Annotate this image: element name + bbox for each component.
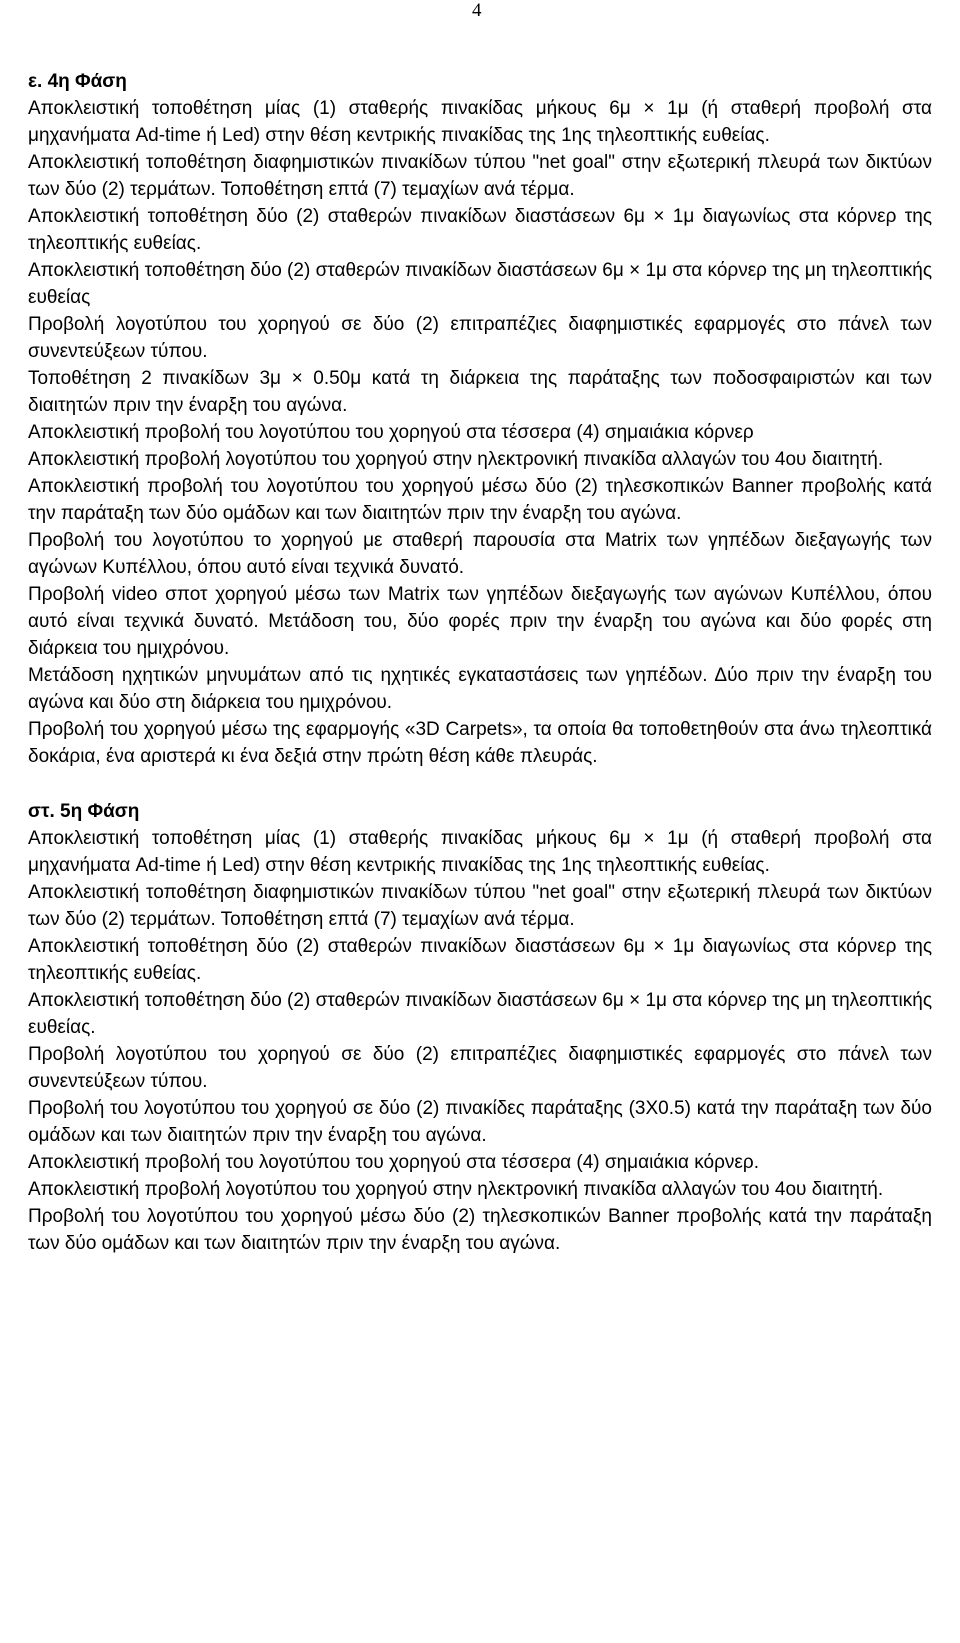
paragraph: Μετάδοση ηχητικών μηνυμάτων από τις ηχητικές εγκαταστάσεις των γηπέδων. Δύο πριν την έναρξη του αγώνα και δύο στη διάρκεια του ημιχρόνου. [28, 665, 932, 713]
paragraph: Προβολή video σποτ χορηγού μέσω των Matrix των γηπέδων διεξαγωγής των αγώνων Κυπέλλου, όπου αυτό είναι τεχνικά δυνατό. Μετάδοση του, δύο φορές πριν την έναρξη του αγώνα και δύο φορές στη διάρκεια του ημιχρόνου. [28, 584, 932, 659]
paragraph: Αποκλειστική τοποθέτηση μίας (1) σταθερής πινακίδας μήκους 6μ × 1μ (ή σταθερή προβολή στα μηχανήματα Ad-time ή Led) στην θέση κεντρικής πινακίδας της 1ης τηλεοπτικής ευθείας. [28, 98, 932, 146]
document-body [28, 68, 932, 1257]
paragraph: Αποκλειστική τοποθέτηση διαφημιστικών πινακίδων τύπου "net goal" στην εξωτερική πλευρά των δικτύων των δύο (2) τερμάτων. Τοποθέτηση επτά (7) τεμαχίων ανά τέρμα. [28, 882, 932, 930]
paragraph: Αποκλειστική προβολή του λογοτύπου του χορηγού στα τέσσερα (4) σημαιάκια κόρνερ [28, 422, 754, 443]
paragraph: Αποκλειστική τοποθέτηση δύο (2) σταθερών πινακίδων διαστάσεων 6μ × 1μ διαγωνίως στα κόρνερ της τηλεοπτικής ευθείας. [28, 936, 932, 984]
paragraph: Αποκλειστική τοποθέτηση μίας (1) σταθερής πινακίδας μήκους 6μ × 1μ (ή σταθερή προβολή στα μηχανήματα Ad-time ή Led) στην θέση κεντρικής πινακίδας της 1ης τηλεοπτικής ευθείας. [28, 828, 932, 876]
paragraph: Αποκλειστική τοποθέτηση δύο (2) σταθερών πινακίδων διαστάσεων 6μ × 1μ διαγωνίως στα κόρνερ της τηλεοπτικής ευθείας. [28, 206, 932, 254]
section-phase-4 [28, 68, 932, 770]
paragraph: Προβολή λογοτύπου του χορηγού σε δύο (2) επιτραπέζιες διαφημιστικές εφαρμογές στο πάνελ των συνεντεύξεων τύπου. [28, 1044, 932, 1092]
paragraph: Αποκλειστική προβολή του λογοτύπου του χορηγού μέσω δύο (2) τηλεσκοπικών Banner προβολής κατά την παράταξη των δύο ομάδων και των διαιτητών πριν την έναρξη του αγώνα. [28, 476, 932, 524]
page-number: 4 [472, 0, 482, 21]
section-heading: στ. 5η Φάση [28, 801, 140, 822]
paragraph: Προβολή του λογοτύπου του χορηγού σε δύο (2) πινακίδες παράταξης (3Χ0.5) κατά την παράταξη των δύο ομάδων και των διαιτητών πριν την έναρξη του αγώνα. [28, 1098, 932, 1146]
paragraph: Τοποθέτηση 2 πινακίδων 3μ × 0.50μ κατά τη διάρκεια της παράταξης των ποδοσφαιριστών και των διαιτητών πριν την έναρξη του αγώνα. [28, 368, 932, 416]
paragraph: Αποκλειστική προβολή του λογοτύπου του χορηγού στα τέσσερα (4) σημαιάκια κόρνερ. [28, 1152, 759, 1173]
paragraph: Προβολή λογοτύπου του χορηγού σε δύο (2) επιτραπέζιες διαφημιστικές εφαρμογές στο πάνελ των συνεντεύξεων τύπου. [28, 314, 932, 362]
section-heading: ε. 4η Φάση [28, 71, 127, 92]
paragraph: Προβολή του λογοτύπου του χορηγού μέσω δύο (2) τηλεσκοπικών Banner προβολής κατά την παράταξη των δύο ομάδων και των διαιτητών πριν την έναρξη του αγώνα. [28, 1206, 932, 1254]
paragraph: Αποκλειστική προβολή λογοτύπου του χορηγού στην ηλεκτρονική πινακίδα αλλαγών του 4ου διαιτητή. [28, 449, 884, 470]
paragraph: Προβολή του λογοτύπου το χορηγού με σταθερή παρουσία στα Matrix των γηπέδων διεξαγωγής των αγώνων Κυπέλλου, όπου αυτό είναι τεχνικά δυνατό. [28, 530, 932, 578]
paragraph: Αποκλειστική τοποθέτηση δύο (2) σταθερών πινακίδων διαστάσεων 6μ × 1μ στα κόρνερ της μη τηλεοπτικής ευθείας. [28, 990, 932, 1038]
paragraph: Αποκλειστική τοποθέτηση δύο (2) σταθερών πινακίδων διαστάσεων 6μ × 1μ στα κόρνερ της μη τηλεοπτικής ευθείας [28, 260, 932, 308]
paragraph: Αποκλειστική τοποθέτηση διαφημιστικών πινακίδων τύπου "net goal" στην εξωτερική πλευρά των δικτύων των δύο (2) τερμάτων. Τοποθέτηση επτά (7) τεμαχίων ανά τέρμα. [28, 152, 932, 200]
section-phase-5 [28, 798, 932, 1257]
section-spacer [28, 770, 932, 798]
paragraph: Αποκλειστική προβολή λογοτύπου του χορηγού στην ηλεκτρονική πινακίδα αλλαγών του 4ου διαιτητή. [28, 1179, 884, 1200]
paragraph: Προβολή του χορηγού μέσω της εφαρμογής «3D Carpets», τα οποία θα τοποθετηθούν στα άνω τηλεοπτικά δοκάρια, ένα αριστερά κι ένα δεξιά στην πρώτη θέση κάθε πλευράς. [28, 719, 932, 767]
